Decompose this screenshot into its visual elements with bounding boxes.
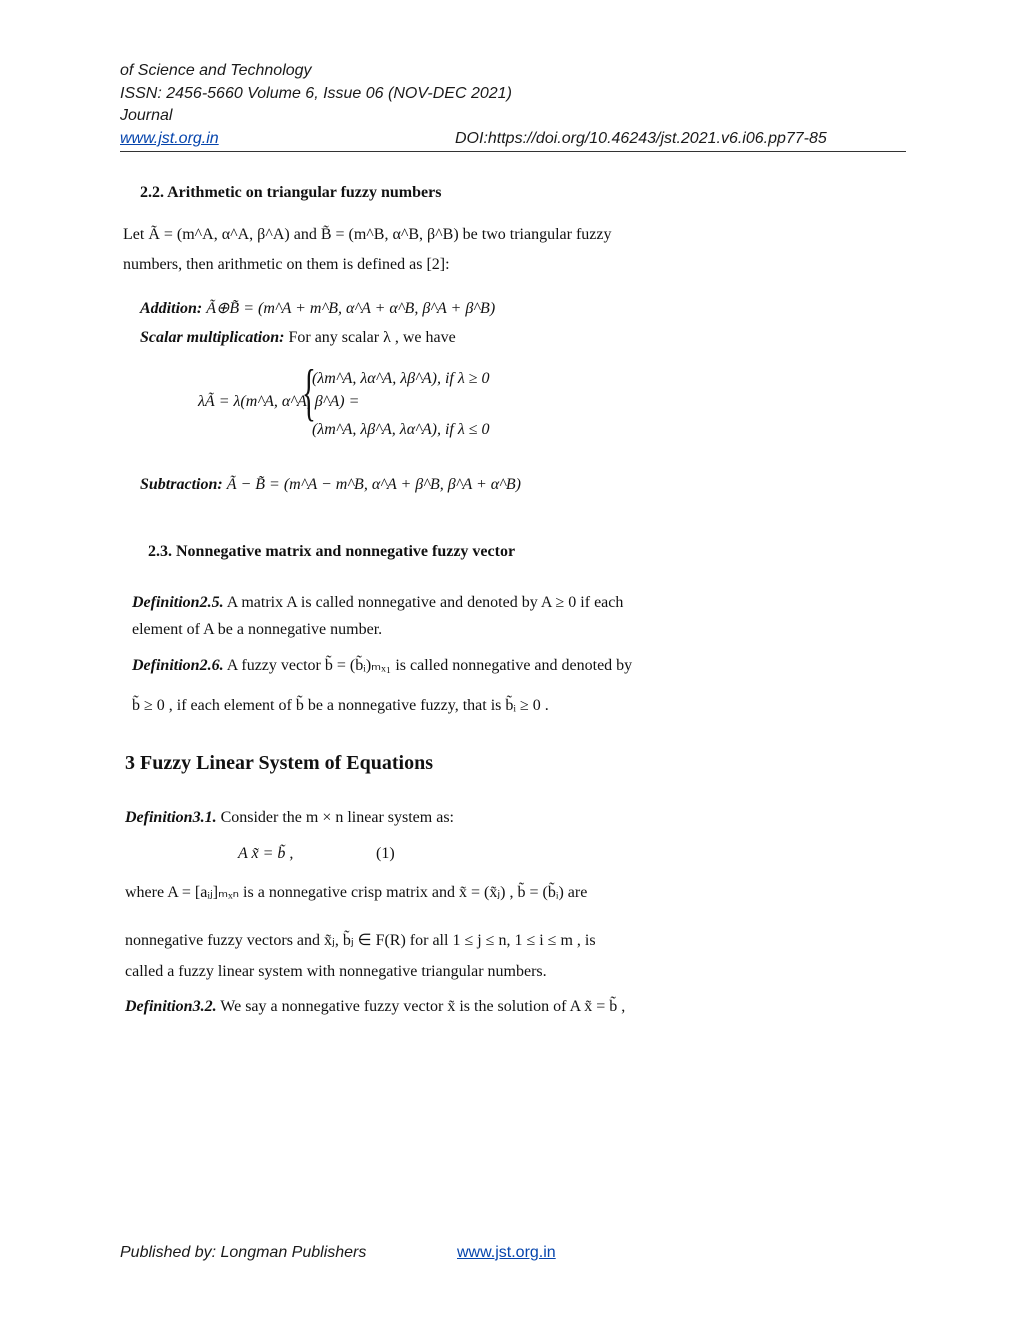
scalar-lhs: λÃ = λ(m^A, α^A, β^A) = [198,393,360,410]
def-3-2-label: Definition3.2. [125,998,217,1015]
addition-row [140,298,495,318]
cases-brace: { [302,356,316,427]
header-rule [120,151,906,152]
footer-publisher: Published by: Longman Publishers [120,1244,367,1261]
footer-website-link[interactable]: www.jst.org.in [457,1244,556,1261]
def-2-5-label: Definition2.5. [132,594,224,611]
scalar-row [140,329,456,347]
def-3-1-row [125,809,454,827]
header-doi: DOI:https://doi.org/10.46243/jst.2021.v6.i06.pp77-85 [455,130,827,147]
scalar-text: For any scalar λ , we have [288,329,456,346]
section-3-title: 3 Fuzzy Linear System of Equations [125,752,433,774]
equation-number: (1) [376,845,395,862]
subtraction-row [140,476,521,494]
nonnegative-vectors-line: nonnegative fuzzy vectors and x̃ⱼ, b̃ⱼ ∈ F(R) for all 1 ≤ j ≤ n, 1 ≤ i ≤ m , is [125,932,596,949]
def-3-1-text: Consider the m × n linear system as: [220,809,454,826]
where-line: where A = [aᵢⱼ]ₘₓₙ is a nonnegative crisp matrix and x̃ = (x̃ⱼ) , b̃ = (b̃ᵢ) are [125,884,588,901]
def-2-5-text: A matrix A is called nonnegative and denoted by A ≥ 0 if each [226,594,624,611]
def-3-2-row [125,998,625,1016]
def-2-6-line1 [132,655,632,675]
def-3-2-text: We say a nonnegative fuzzy vector x̃ is the solution of A x̃ = b̃ , [220,998,626,1015]
subtraction-formula: Ã − B̃ = (m^A − m^B, α^A + β^B, β^A + α^B) [226,476,521,493]
equation-1: A x̃ = b̃ , [238,845,294,862]
called-line: called a fuzzy linear system with nonnegative triangular numbers. [125,963,547,980]
addition-label: Addition: [140,300,203,317]
section-2-2-intro-line2: numbers, then arithmetic on them is defined as [2]: [123,256,450,273]
scalar-label: Scalar multiplication: [140,329,285,346]
scalar-case-positive: (λm^A, λα^A, λβ^A), if λ ≥ 0 [312,370,490,387]
def-3-1-label: Definition3.1. [125,809,217,826]
def-2-6-text: A fuzzy vector b̃ = (b̃ᵢ)ₘₓ₁ is called nonnegative and denoted by [226,657,633,674]
def-2-6-label: Definition2.6. [132,657,224,674]
journal-title-line3: Journal [120,107,173,124]
addition-formula: Ã⊕B̃ = (m^A + m^B, α^A + α^B, β^A + β^B) [206,300,496,317]
journal-title-line1: of Science and Technology [120,62,312,79]
section-2-2-title: 2.2. Arithmetic on triangular fuzzy numbers [140,184,442,201]
def-2-5-line2: element of A be a nonnegative number. [132,621,383,638]
header-website-link[interactable]: www.jst.org.in [120,130,219,147]
scalar-case-negative: (λm^A, λβ^A, λα^A), if λ ≤ 0 [312,421,490,438]
def-2-6-line2: b̃ ≥ 0 , if each element of b̃ be a nonnegative fuzzy, that is b̃ᵢ ≥ 0 . [132,697,549,714]
def-2-5-line1 [132,594,623,612]
subtraction-label: Subtraction: [140,476,223,493]
issn-line: ISSN: 2456-5660 Volume 6, Issue 06 (NOV-DEC 2021) [120,85,512,102]
section-2-2-intro-line1: Let Ã = (m^A, α^A, β^A) and B̃ = (m^B, α^B, β^B) be two triangular fuzzy [123,226,612,243]
section-2-3-title: 2.3. Nonnegative matrix and nonnegative fuzzy vector [148,543,516,560]
